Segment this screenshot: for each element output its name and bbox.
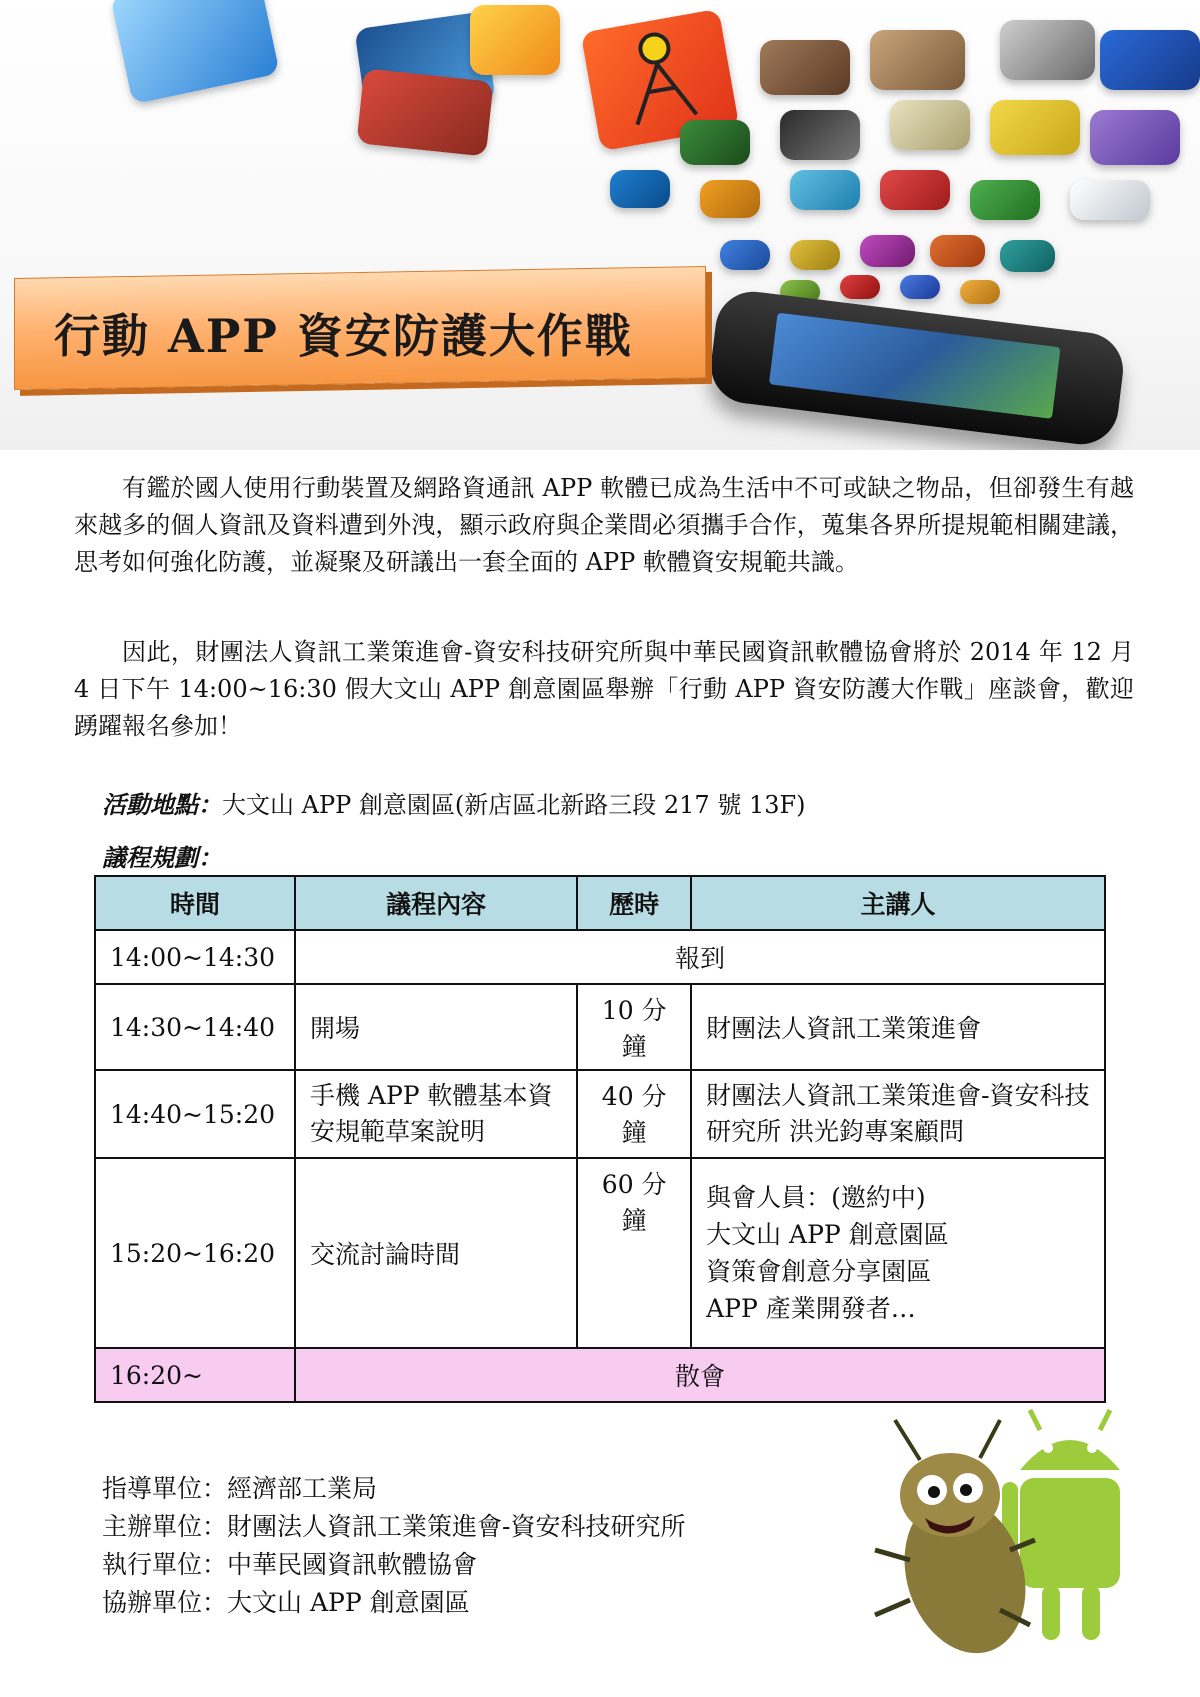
time-cell: 14:30~14:40 [95,984,295,1070]
organizer-line: 執行單位：中華民國資訊軟體協會 [102,1550,478,1579]
header-speaker: 主講人 [691,876,1105,930]
header-content: 議程內容 [295,876,577,930]
agenda-table [94,875,1106,1403]
app-icon [860,235,915,267]
speaker-line: 與會人員：(邀約中) [706,1183,926,1212]
venue-label: 活動地點： [102,790,222,819]
time-cell: 16:20~ [95,1348,295,1402]
content-cell: 交流討論時間 [295,1158,577,1348]
check-app-icon [1070,180,1150,220]
speaker-cell: 財團法人資訊工業策進會 [691,984,1105,1070]
table-row [95,1348,1105,1402]
app-icon [680,120,750,165]
header-duration: 歷時 [577,876,691,930]
app-icon [1000,240,1055,272]
photo-app-icon [356,68,493,156]
speaker-cell: 財團法人資訊工業策進會-資安科技研究所 洪光鈞專案顧問 [691,1070,1105,1158]
time-cell: 14:00~14:30 [95,930,295,984]
venue-value: 大文山 APP 創意園區(新店區北新路三段 217 號 13F) [222,791,806,819]
table-row [95,930,1105,984]
app-icon [840,275,880,299]
organizer-line: 指導單位：經濟部工業局 [102,1474,378,1503]
app-icon [720,240,770,270]
header-time: 時間 [95,876,295,930]
app-icon [780,110,860,160]
intro-paragraph-1: 有鑑於國人使用行動裝置及網路資通訊 APP 軟體已成為生活中不可或缺之物品，但卻發生有越來越多的個人資訊及資料遭到外洩，顯示政府與企業間必須攜手合作，蒐集各界所提規範相關建議，思考如何強化防護，並凝聚及研議出一套全面的 APP 軟體資安規範共識。 [74,474,1134,576]
app-icon [470,5,560,75]
app-icon [990,100,1080,155]
venue-line [102,785,806,820]
duration-cell: 40 分鐘 [577,1070,691,1158]
app-icon [890,100,970,150]
speaker-line: 資策會創意分享園區 [706,1257,932,1286]
app-icon [870,30,965,90]
smartphone-image [707,287,1128,448]
organizer-list [102,1470,685,1622]
table-row [95,984,1105,1070]
agenda-heading [102,838,222,873]
page-title: 行動 APP 資安防護大作戰 [54,309,633,363]
app-icon [610,170,670,208]
app-icon [760,40,850,95]
bug-icon [875,1420,1045,1669]
time-cell: 15:20~16:20 [95,1158,295,1348]
speaker-line: 大文山 APP 創意園區 [706,1220,949,1249]
time-cell: 14:40~15:20 [95,1070,295,1158]
organizer-line: 協辦單位：大文山 APP 創意園區 [102,1588,470,1617]
speaker-line: APP 產業開發者… [706,1294,916,1323]
speech-bubble-icon [110,0,280,104]
app-icon [1090,110,1180,165]
table-header-row [95,876,1105,930]
organizer-line: 主辦單位：財團法人資訊工業策進會-資安科技研究所 [102,1512,686,1541]
agenda-label: 議程規劃： [102,843,222,872]
app-icon [930,235,985,267]
intro-paragraph-2: 因此，財團法人資訊工業策進會-資安科技研究所與中華民國資訊軟體協會將於 2014 年 12 月 4 日下午 14:00~16:30 假大文山 APP 創意園區舉辦「行動 APP 資安防護大作戰」座談會，歡迎踴躍報名參加！ [74,638,1134,740]
content-cell: 散會 [295,1348,1105,1402]
app-icon [700,180,760,218]
content-cell: 報到 [295,930,1105,984]
app-icon [960,280,1000,304]
app-icon [880,170,950,210]
content-cell: 手機 APP 軟體基本資安規範草案說明 [295,1070,577,1158]
content-cell: 開場 [295,984,577,1070]
table-row [95,1070,1105,1158]
duration-cell: 10 分鐘 [577,984,691,1070]
app-icon [900,275,940,299]
table-row [95,1158,1105,1348]
app-icon [790,170,860,210]
app-icon [1100,30,1200,90]
app-icon [790,240,840,270]
duration-cell: 60 分鐘 [577,1158,691,1348]
speaker-cell [691,1158,1105,1348]
app-icon [970,180,1040,220]
android-bug-illustration [870,1400,1130,1680]
compass-app-icon [1000,20,1095,80]
